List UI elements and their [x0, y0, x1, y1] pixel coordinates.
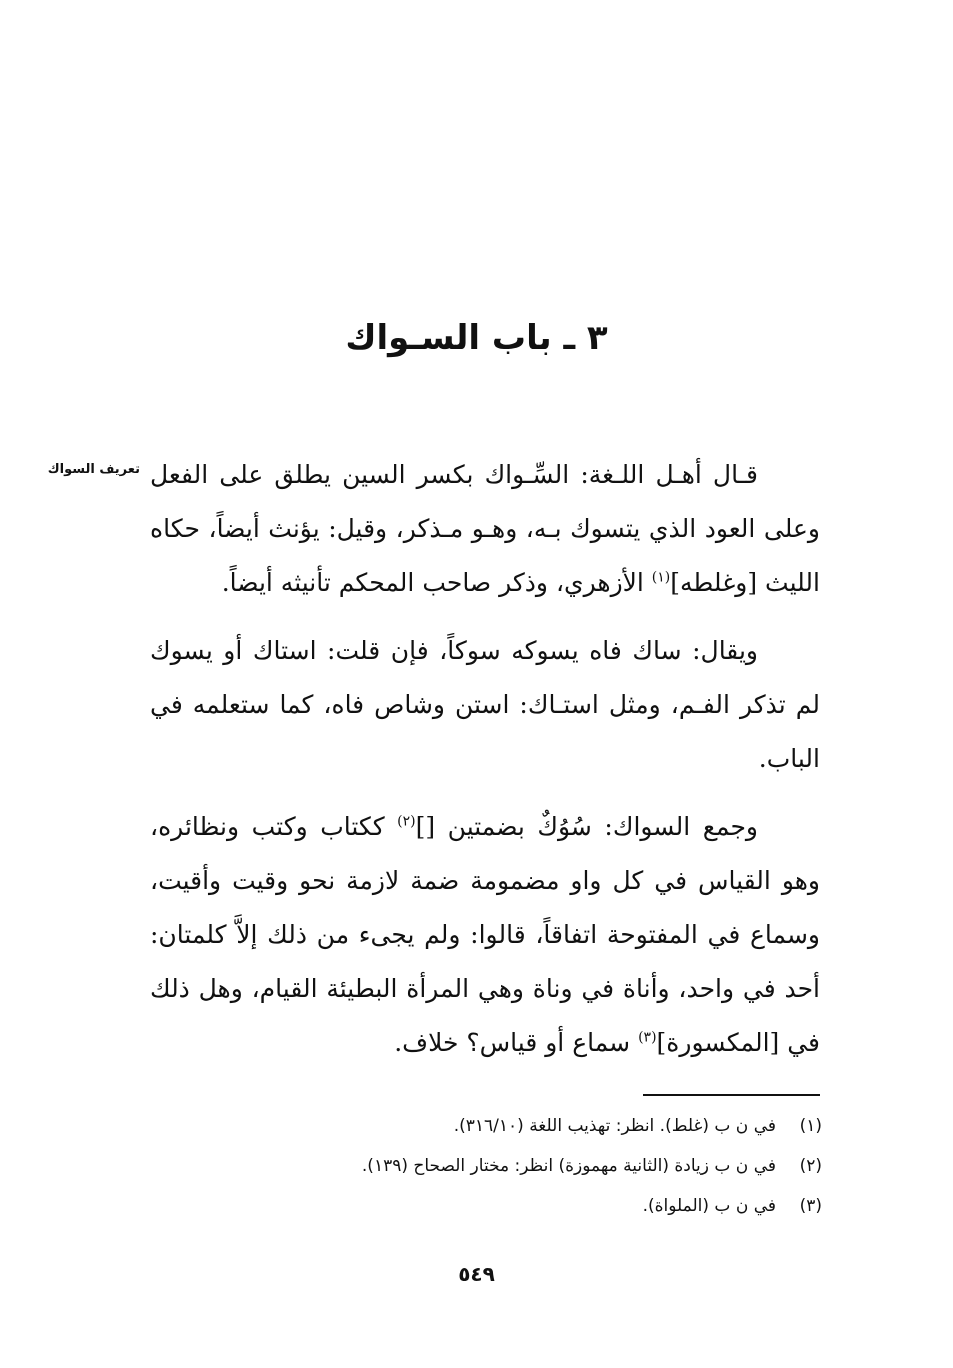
footnote-text: في ن ب (الملواة).: [642, 1196, 776, 1216]
paragraph-verb-usage: [150, 624, 820, 786]
footnote-item: [150, 1106, 822, 1146]
footnote-item: [150, 1146, 822, 1186]
paragraph-text: قـال أهـل اللـغة: السِّـواك بكسر السين يطلق على الفعل وعلى العود الذي يتسوك بـه، وهـو مـذكر، وقيل: يؤنث أيضاً، حكاه الليث [وغلطه]: [150, 460, 820, 597]
footnote-item: [150, 1186, 822, 1226]
paragraph-plural: [150, 800, 820, 1070]
footnote-reference: (١): [651, 569, 671, 586]
margin-note: تعريف السواك: [47, 462, 140, 477]
footnote-reference: (٢): [397, 813, 416, 830]
paragraph-text: الأزهري، وذكر صاحب المحكم تأنيثه أيضاً.: [221, 568, 652, 597]
paragraph-text: سماع أو قياس؟ خلاف.: [394, 1028, 639, 1057]
paragraph-text: وجمع السواك: سُوُكٌ بضمتين []: [415, 812, 758, 841]
paragraph-definition: [150, 448, 820, 610]
footnote-number: (٣): [799, 1196, 822, 1216]
main-text: [150, 448, 820, 1084]
footnote-divider: [643, 1094, 820, 1096]
footnote-reference: (٣): [638, 1029, 657, 1046]
footnote-text: في ن ب (غلط). انظر: تهذيب اللغة (٣١٦/١٠).: [453, 1116, 776, 1136]
footnote-text: في ن ب زيادة (الثانية مهموزة) انظر: مختار الصحاح (١٣٩).: [361, 1156, 776, 1176]
footnote-number: (٢): [799, 1156, 822, 1176]
chapter-title: ٣ ـ باب السـواك: [345, 318, 608, 358]
footnote-number: (١): [799, 1116, 822, 1136]
footnotes: [150, 1106, 822, 1226]
paragraph-text: ويقال: ساك فاه يسوكه سوكاً، فإن قلت: استاك أو يسوك لم تذكر الفـم، ومثل استـاك: استن وشاص فاه، كما ستعلمه في الباب.: [150, 636, 820, 773]
paragraph-text: ككتاب وكتب ونظائره، وهو القياس في كل واو مضمومة ضمة لازمة نحو وقيت وأقيت، وسماع في المفتوحة اتفاقاً، قالوا: ولم يجىء من ذلك إلاَّ كلمتان: أحد في واحد، وأناة في وناة وهي المرأة البطيئة القيام، وهل ذلك في [المكسورة]: [150, 812, 820, 1057]
page-number: ٥٤٩: [458, 1262, 495, 1286]
